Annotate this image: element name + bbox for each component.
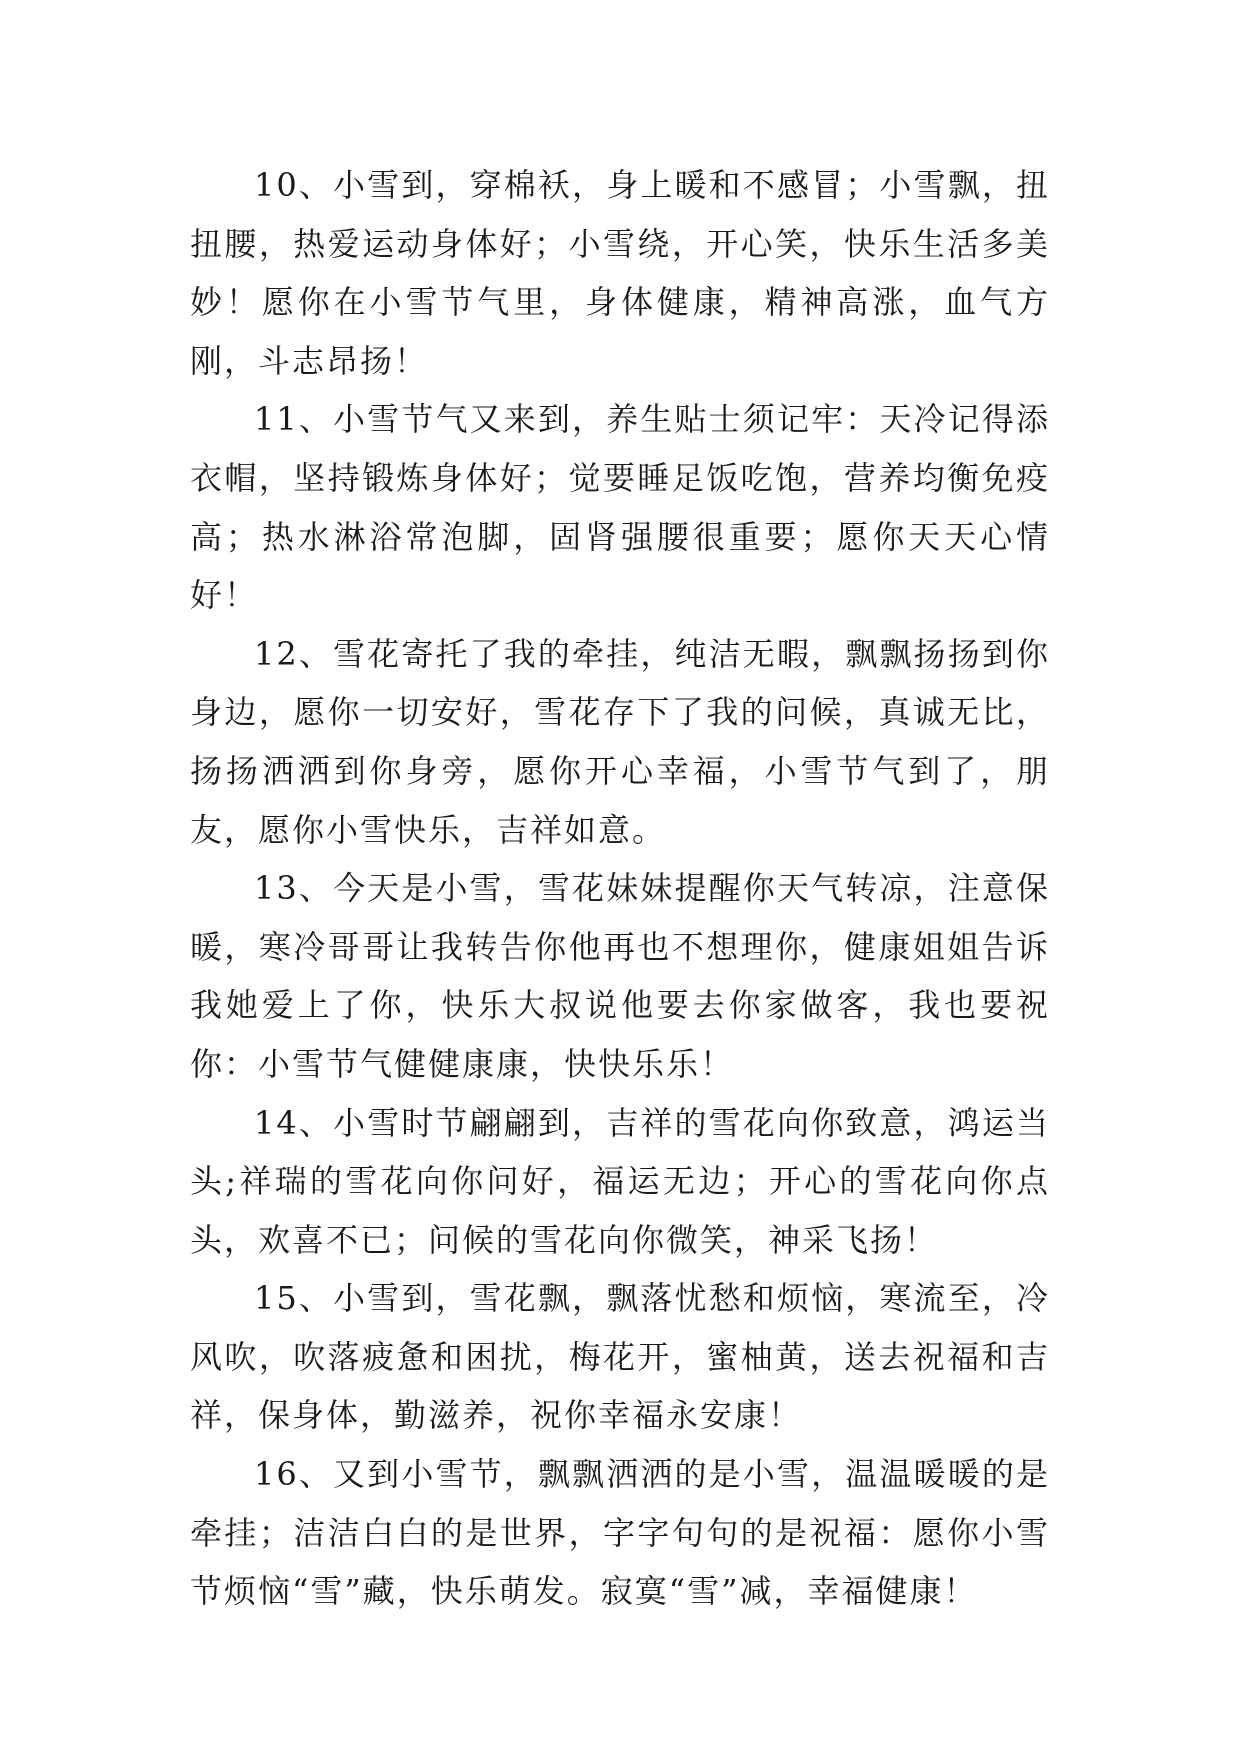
paragraph-12: 12、雪花寄托了我的牵挂，纯洁无暇，飘飘扬扬到你身边，愿你一切安好，雪花存下了我的问候，真诚无比，扬扬洒洒到你身旁，愿你开心幸福，小雪节气到了，朋友，愿你小雪快乐，吉祥如意。 [190, 634, 1050, 849]
paragraph-14: 14、小雪时节翩翩到，吉祥的雪花向你致意，鸿运当头;祥瑞的雪花向你问好，福运无边；开心的雪花向你点头，欢喜不已；问候的雪花向你微笑，神采飞扬！ [190, 1103, 1050, 1259]
paragraph-10: 10、小雪到，穿棉袄，身上暖和不感冒；小雪飘，扭扭腰，热爱运动身体好；小雪绕，开心笑，快乐生活多美妙！愿你在小雪节气里，身体健康，精神高涨，血气方刚，斗志昂扬！ [190, 166, 1050, 380]
paragraph-13: 13、今天是小雪，雪花妹妹提醒你天气转凉，注意保暖，寒冷哥哥让我转告你他再也不想理你，健康姐姐告诉我她爱上了你，快乐大叔说他要去你家做客，我也要祝你：小雪节气健健康康，快快乐乐！ [190, 869, 1050, 1083]
paragraph-15: 15、小雪到，雪花飘，飘落忧愁和烦恼，寒流至，冷风吹，吹落疲惫和困扰，梅花开，蜜柚黄，送去祝福和吉祥，保身体，勤滋养，祝你幸福永安康！ [190, 1279, 1050, 1435]
document-body [190, 156, 1050, 1621]
paragraph-11: 11、小雪节气又来到，养生贴士须记牢：天冷记得添衣帽，坚持锻炼身体好；觉要睡足饭吃饱，营养均衡免疫高；热水淋浴常泡脚，固肾强腰很重要；愿你天天心情好！ [190, 400, 1050, 615]
paragraph-16: 16、又到小雪节，飘飘洒洒的是小雪，温温暖暖的是牵挂；洁洁白白的是世界，字字句句的是祝福：愿你小雪节烦恼“雪”藏，快乐萌发。寂寞“雪”减，幸福健康！ [190, 1455, 1050, 1611]
